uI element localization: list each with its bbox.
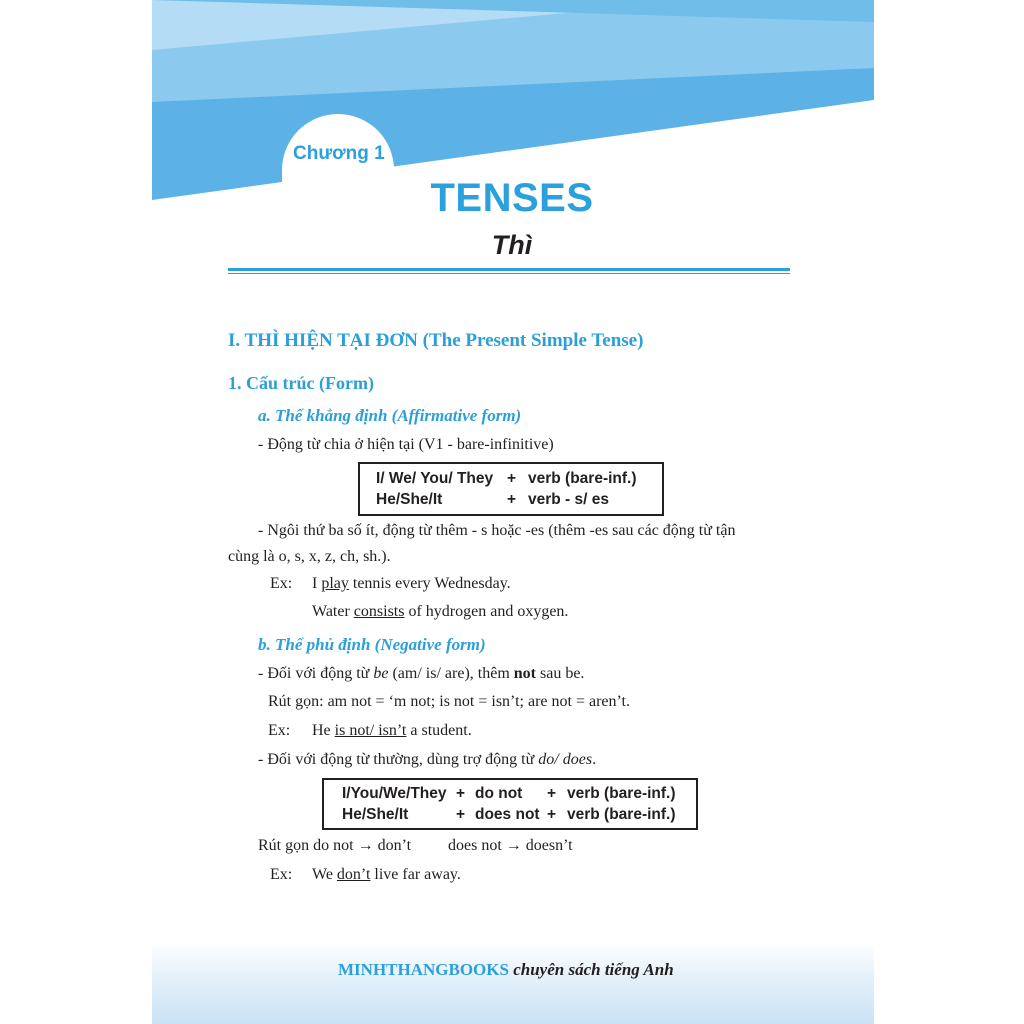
contraction-note: Rút gọn: am not = ‘m not; is not = isn’t; are not = aren’t. xyxy=(268,693,630,710)
formula-verb: verb (bare-inf.) xyxy=(528,470,637,487)
formula-subject: He/She/It xyxy=(342,806,409,823)
formula-plus: + xyxy=(507,470,517,487)
short-form-note: Rút gọn do not → don’t xyxy=(258,837,412,854)
third-person-note: - Ngôi thứ ba số ít, động từ thêm - s hoặc -es (thêm -es sau các động từ tận xyxy=(258,522,736,539)
affirmative-rule: - Động từ chia ở hiện tại (V1 - bare-infinitive) xyxy=(258,436,554,453)
affirmative-heading: a. Thể khẳng định (Affirmative form) xyxy=(258,406,522,425)
example-sentence: Water consists of hydrogen and oxygen. xyxy=(312,603,569,620)
negative-formula-box xyxy=(322,778,698,830)
formula-plus: + xyxy=(507,491,517,508)
example-sentence: He is not/ isn’t a student. xyxy=(312,722,472,739)
negative-rule-ordinary: - Đối với động từ thường, dùng trợ động từ do/ does. xyxy=(258,751,597,768)
chapter-title: TENSES xyxy=(430,176,594,220)
publisher-tagline: chuyên sách tiếng Anh xyxy=(508,960,674,979)
third-person-note-cont: cùng là o, s, x, z, ch, sh.). xyxy=(228,548,391,565)
arrow-icon: → xyxy=(357,837,374,854)
formula-verb: verb (bare-inf.) xyxy=(567,806,676,823)
formula-verb: verb - s/ es xyxy=(528,491,609,508)
formula-aux: does not xyxy=(475,806,540,823)
formula-plus: + xyxy=(456,806,466,823)
title-rule-thin xyxy=(228,273,790,274)
chapter-subtitle: Thì xyxy=(491,230,533,260)
example-label: Ex: xyxy=(270,866,293,883)
formula-plus: + xyxy=(456,785,466,802)
negative-rule-be: - Đối với động từ be (am/ is/ are), thêm not sau be. xyxy=(258,665,585,682)
example-label: Ex: xyxy=(270,575,293,592)
formula-subject: He/She/It xyxy=(376,491,443,508)
example-sentence: I play tennis every Wednesday. xyxy=(312,575,511,592)
short-form-note-2: does not → doesn’t xyxy=(448,837,573,854)
arrow-icon: → xyxy=(505,837,522,854)
formula-subject: I/You/We/They xyxy=(342,785,447,802)
formula-plus: + xyxy=(547,806,557,823)
subsection-heading: 1. Cấu trúc (Form) xyxy=(228,373,374,393)
title-rule xyxy=(228,268,790,271)
example-sentence: We don’t live far away. xyxy=(312,866,461,883)
section-heading: I. THÌ HIỆN TẠI ĐƠN (The Present Simple Tense) xyxy=(228,330,644,351)
affirmative-formula-box xyxy=(358,462,664,516)
example-label: Ex: xyxy=(268,722,291,739)
footer-band xyxy=(152,942,874,1024)
formula-subject: I/ We/ You/ They xyxy=(376,470,494,487)
formula-aux: do not xyxy=(475,785,523,802)
formula-plus: + xyxy=(547,785,557,802)
publisher-brand: MINHTHANGBOOKS xyxy=(338,960,509,979)
formula-verb: verb (bare-inf.) xyxy=(567,785,676,802)
footer-publisher xyxy=(338,960,674,980)
negative-heading: b. Thể phủ định (Negative form) xyxy=(258,635,486,654)
chapter-label: Chương 1 xyxy=(293,143,385,164)
